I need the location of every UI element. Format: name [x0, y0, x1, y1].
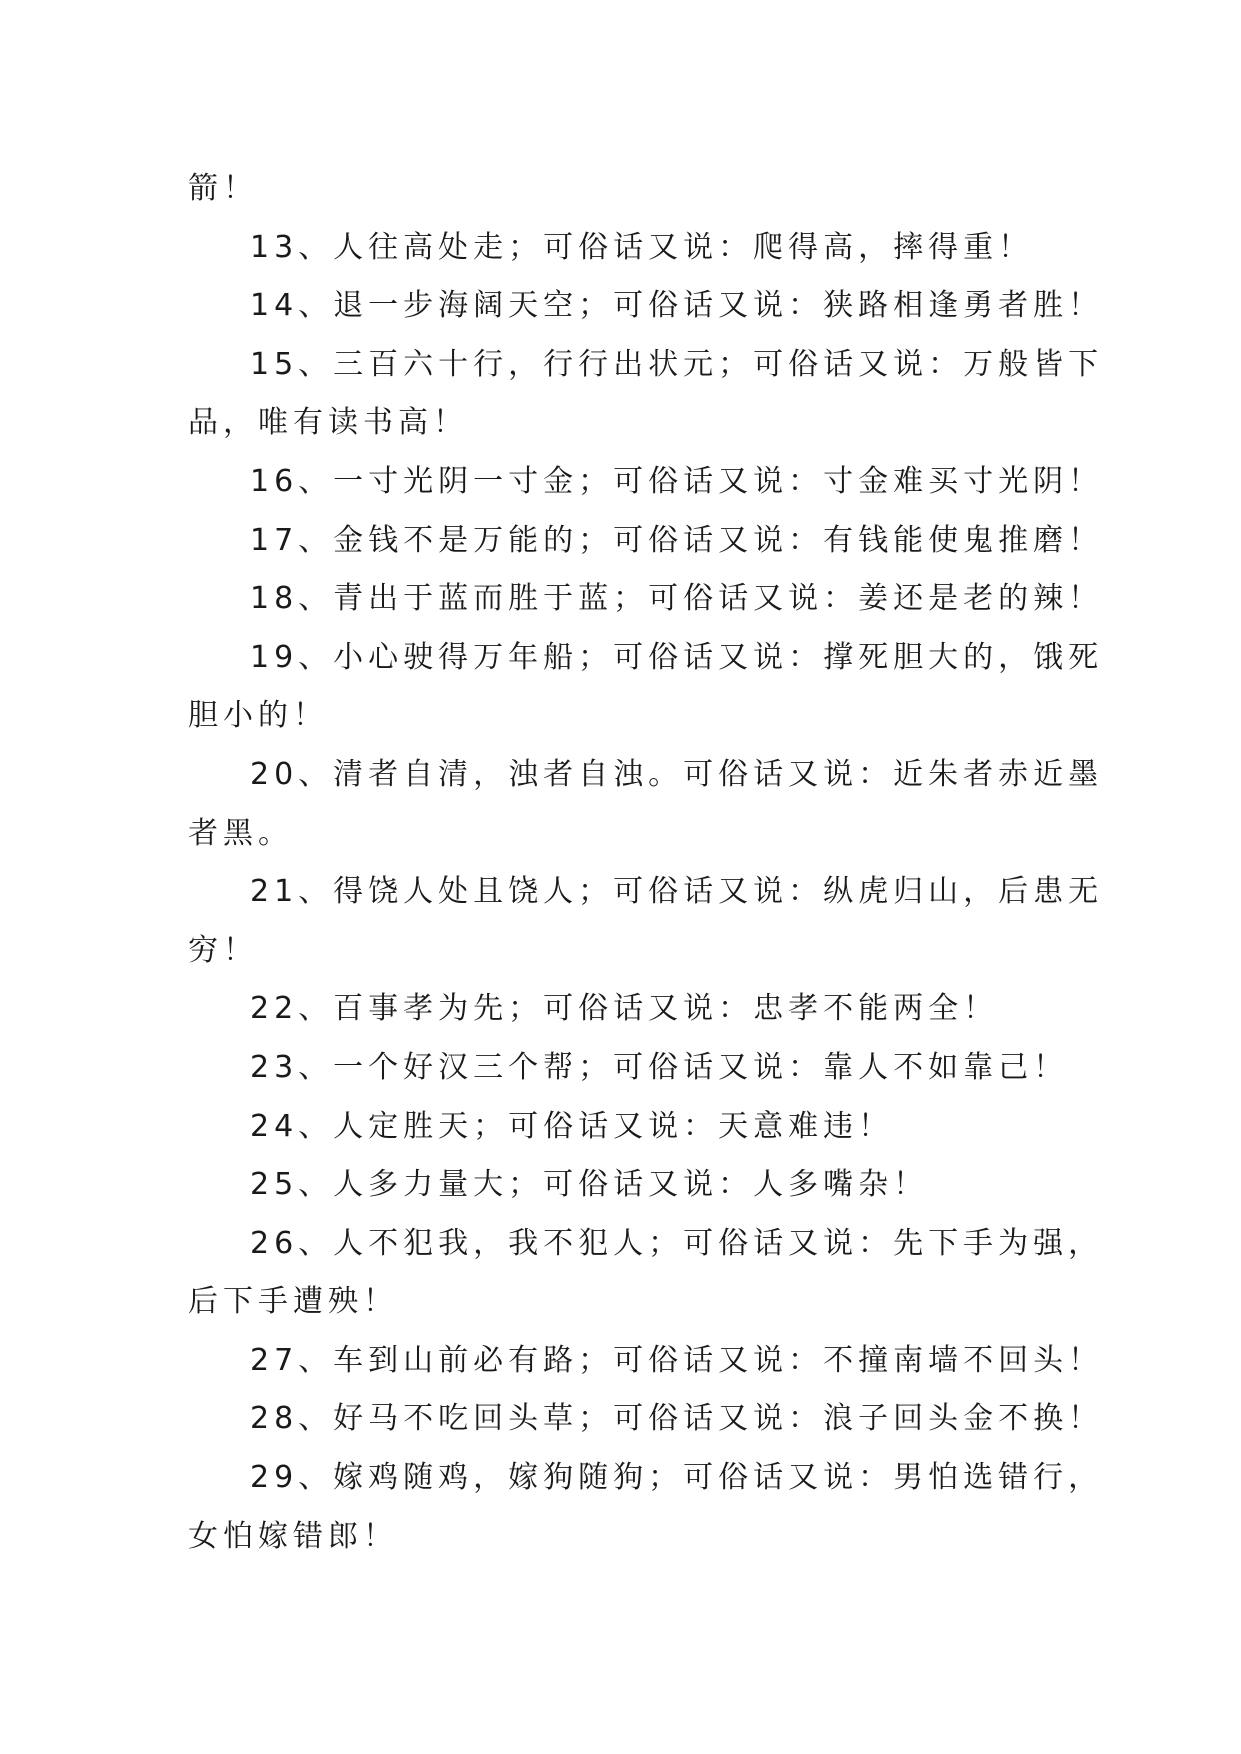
text-line: 27、车到山前必有路；可俗话又说：不撞南墙不回头！: [250, 1342, 1104, 1378]
text-line: 品，唯有读书高！: [188, 405, 468, 441]
text-line: 胆小的！: [188, 698, 328, 734]
text-line: 17、金钱不是万能的；可俗话又说：有钱能使鬼推磨！: [250, 522, 1104, 558]
text-line: 26、人不犯我，我不犯人；可俗话又说：先下手为强，: [250, 1225, 1104, 1261]
text-line: 16、一寸光阴一寸金；可俗话又说：寸金难买寸光阴！: [250, 463, 1104, 499]
text-line: 28、好马不吃回头草；可俗话又说：浪子回头金不换！: [250, 1401, 1104, 1437]
text-line: 21、得饶人处且饶人；可俗话又说：纵虎归山，后患无: [250, 874, 1104, 910]
text-line: 14、退一步海阔天空；可俗话又说：狭路相逢勇者胜！: [250, 288, 1104, 324]
text-line: 后下手遭殃！: [188, 1284, 398, 1320]
text-line: 女怕嫁错郎！: [188, 1518, 398, 1554]
text-line: 18、青出于蓝而胜于蓝；可俗话又说：姜还是老的辣！: [250, 581, 1104, 617]
document-body: [188, 160, 1104, 1566]
text-line: 19、小心驶得万年船；可俗话又说：撑死胆大的，饿死: [250, 639, 1104, 675]
text-line: 29、嫁鸡随鸡，嫁狗随狗；可俗话又说：男怕选错行，: [250, 1460, 1104, 1496]
text-line: 13、人往高处走；可俗话又说：爬得高，摔得重！: [250, 229, 1034, 265]
text-line: 箭！: [188, 171, 258, 206]
text-line: 20、清者自清，浊者自浊。可俗话又说：近朱者赤近墨: [250, 756, 1104, 792]
text-line: 穷！: [188, 932, 258, 968]
text-line: 23、一个好汉三个帮；可俗话又说：靠人不如靠己！: [250, 1049, 1069, 1085]
text-line: 25、人多力量大；可俗话又说：人多嘴杂！: [250, 1167, 929, 1203]
text-line: 24、人定胜天；可俗话又说：天意难违！: [250, 1108, 894, 1144]
text-line: 者黑。: [188, 815, 293, 851]
text-line: 15、三百六十行，行行出状元；可俗话又说：万般皆下: [250, 346, 1104, 382]
text-line: 22、百事孝为先；可俗话又说：忠孝不能两全！: [250, 991, 999, 1027]
